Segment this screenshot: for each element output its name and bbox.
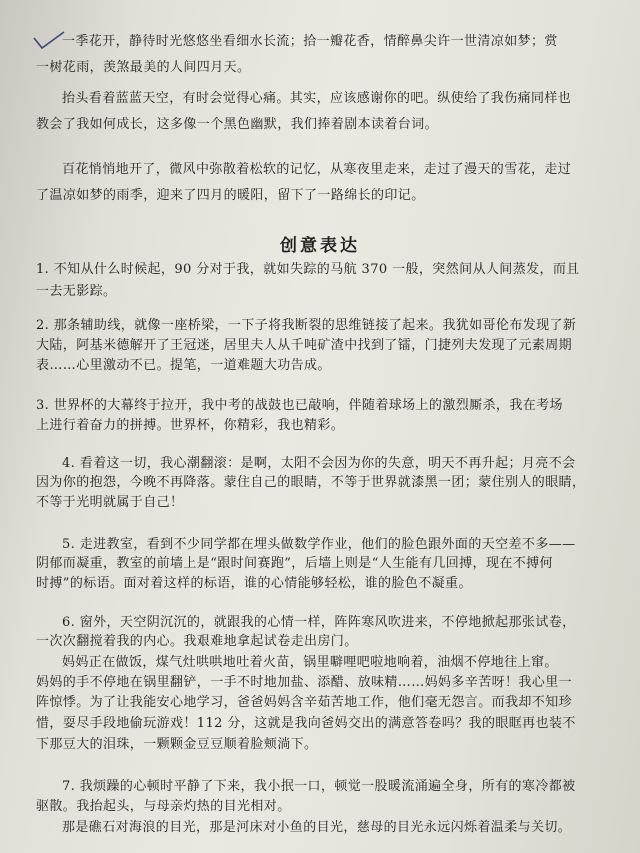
paragraph-line: 阴郁而凝重，教室的前墙上是“跟时间赛跑”，后墙上则是“人生能有几回搏，现在不搏何 <box>36 556 553 571</box>
paragraph-line: 驱散。我抬起头，与母亲灼热的目光相对。 <box>36 799 291 814</box>
intro-line: 了温凉如梦的雨季，迎来了四月的暖阳，留下了一路绵长的印记。 <box>36 188 425 203</box>
paragraph-line: 下那豆大的泪珠，一颗颗金豆豆顺着脸颊淌下。 <box>36 737 318 752</box>
paragraph-line: 6. 窗外，天空阴沉沉的，就跟我的心情一样，阵阵寒风吹进来，不停地掀起那张试卷， <box>62 615 576 630</box>
paragraph-line: 妈妈正在做饭，煤气灶哄哄地吐着火苗，锅里噼哩吧啦地响着，油烟不停地往上窜。 <box>62 655 558 670</box>
paragraph-line: 不等于光明就属于自己！ <box>36 495 184 510</box>
paragraph-line: 上进行着奋力的拼搏。世界杯，你精彩，我也精彩。 <box>36 418 345 433</box>
paragraph-line: 因为你的抱怨，今晚不再降落。蒙住自己的眼睛，不等于世界就漆黑一团；蒙住别人的眼睛， <box>36 475 586 490</box>
paragraph-line: 表……心里激动不已。提笔，一道难题大功告成。 <box>36 358 331 373</box>
section-heading: 创意表达 <box>280 236 360 256</box>
paragraph-line: 那是礁石对海浪的目光，那是河床对小鱼的目光，慈母的目光永远闪烁着温柔与关切。 <box>62 820 572 835</box>
handwritten-check-mark <box>32 30 66 52</box>
paragraph-line: 一去无影踪。 <box>36 284 117 299</box>
intro-line: 教会了我如何成长，这多像一个黑色幽默，我们捧着剧本读着台词。 <box>36 117 439 132</box>
paragraph-line: 7. 我烦躁的心顿时平静了下来，我小抿一口，顿觉一股暖流涌遍全身，所有的寒冷都被 <box>62 779 576 794</box>
paragraph-line: 妈妈的手不停地在锅里翻铲，一手不时地加盐、添醋、放味精……妈妈多辛苦呀！我心里一 <box>36 675 573 690</box>
paragraph-line: 5. 走进教室，看到不少同学都在埋头做数学作业，他们的脸色跟外面的天空差不多—— <box>62 537 576 552</box>
paragraph-line: 2. 那条辅助线，就像一座桥梁，一下子将我断裂的思维链接了起来。我犹如哥伦布发现了新 <box>36 318 577 333</box>
intro-line: 一树花雨，羡煞最美的人间四月天。 <box>36 60 251 75</box>
paragraph-line: 1. 不知从什么时候起，90 分对于我，就如失踪的马航 370 一般，突然间从人间蒸发，而且 <box>36 262 580 277</box>
intro-line: 抬头看着蓝蓝天空，有时会觉得心痛。其实，应该感谢你的吧。纵使给了我伤痛同样也 <box>62 91 572 106</box>
paragraph-line: 阵惊悸。为了让我能安心地学习，爸爸妈妈含辛茹苦地工作，他们毫无怨言。而我却不知珍 <box>36 695 573 710</box>
paragraph-line: 4. 看着这一切，我心潮翻滚：是啊，太阳不会因为你的失意，明天不再升起；月亮不会 <box>62 456 576 471</box>
paragraph-line: 一次次翻搅着我的内心。我艰难地拿起试卷走出房门。 <box>36 634 358 649</box>
paragraph-line: 大陆，阿基米德解开了王冠迷，居里夫人从千吨矿渣中找到了镭，门捷列夫发现了元素周期 <box>36 338 573 353</box>
intro-line: 百花悄悄地开了，微风中弥散着松软的记忆，从寒夜里走来，走过了漫天的雪花，走过 <box>62 162 572 177</box>
paragraph-line: 惜，耍尽手段地偷玩游戏！112 分，这就是我向爸妈交出的满意答卷吗？我的眼眶再也装不 <box>36 716 576 731</box>
intro-line: 一季花开，静待时光悠悠坐看细水长流；拾一瓣花香，情醉鼻尖许一世清凉如梦；赏 <box>62 34 558 49</box>
paragraph-line: 3. 世界杯的大幕终于拉开，我中考的战鼓也已敲响，伴随着球场上的激烈厮杀，我在考场 <box>36 398 563 413</box>
paragraph-line: 时搏”的标语。面对着这样的标语，谁的心情能够轻松，谁的脸色不凝重。 <box>36 576 472 591</box>
